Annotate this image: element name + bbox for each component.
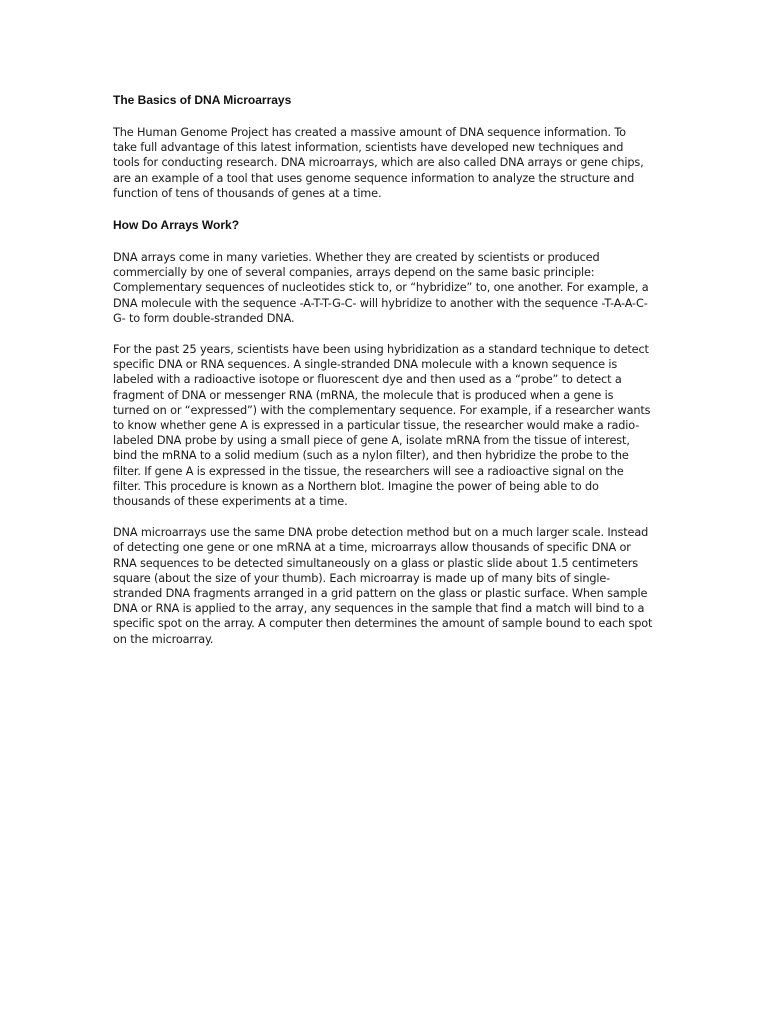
document-title: The Basics of DNA Microarrays [113,93,292,107]
section-heading: How Do Arrays Work? [113,218,240,233]
body-paragraph: DNA arrays come in many varieties. Whether they are created by scientists or produced commercially by one of several companies, arrays depend on the same basic principle: Complementary sequences of nucleotides stick to, or “hybridize” to, one another. For example, a DNA molecule with the sequence -A-T-T-G-C- will hybridize to another with the sequence -T-A-A-C-G- to form double-stranded DNA. [113,251,649,325]
body-paragraph: For the past 25 years, scientists have been using hybridization as a standard technique to detect specific DNA or RNA sequences. A single-stranded DNA molecule with a known sequence is labeled with a radioactive isotope or fluorescent dye and then used as a “probe” to detect a fragment of DNA or messenger RNA (mRNA, the molecule that is produced when a gene is turned on or “expressed”) with the complementary sequence. For example, if a researcher wants to know whether gene A is expressed in a particular tissue, the researcher would make a radio-labeled DNA probe by using a small piece of gene A, isolate mRNA from the tissue of interest, bind the mRNA to a solid medium (such as a nylon filter), and then hybridize the probe to the filter. If gene A is expressed in the tissue, the researchers will see a radioactive signal on the filter. This procedure is known as a Northern blot. Imagine the power of being able to do thousands of these experiments at a time. [113,343,651,509]
body-paragraph: DNA microarrays use the same DNA probe detection method but on a much larger scale. Instead of detecting one gene or one mRNA at a time, microarrays allow thousands of specific DNA or RNA sequences to be detected simultaneously on a glass or plastic slide about 1.5 centimeters square (about the size of your thumb). Each microarray is made up of many bits of single-stranded DNA fragments arranged in a grid pattern on the glass or plastic surface. When sample DNA or RNA is applied to the array, any sequences in the sample that find a match will bind to a specific spot on the array. A computer then determines the amount of sample bound to each spot on the microarray. [113,526,653,646]
document-body [113,92,653,647]
intro-paragraph: The Human Genome Project has created a massive amount of DNA sequence information. To take full advantage of this latest information, scientists have developed new techniques and tools for conducting research. DNA microarrays, which are also called DNA arrays or gene chips, are an example of a tool that uses genome sequence information to analyze the structure and function of tens of thousands of genes at a time. [113,126,644,200]
